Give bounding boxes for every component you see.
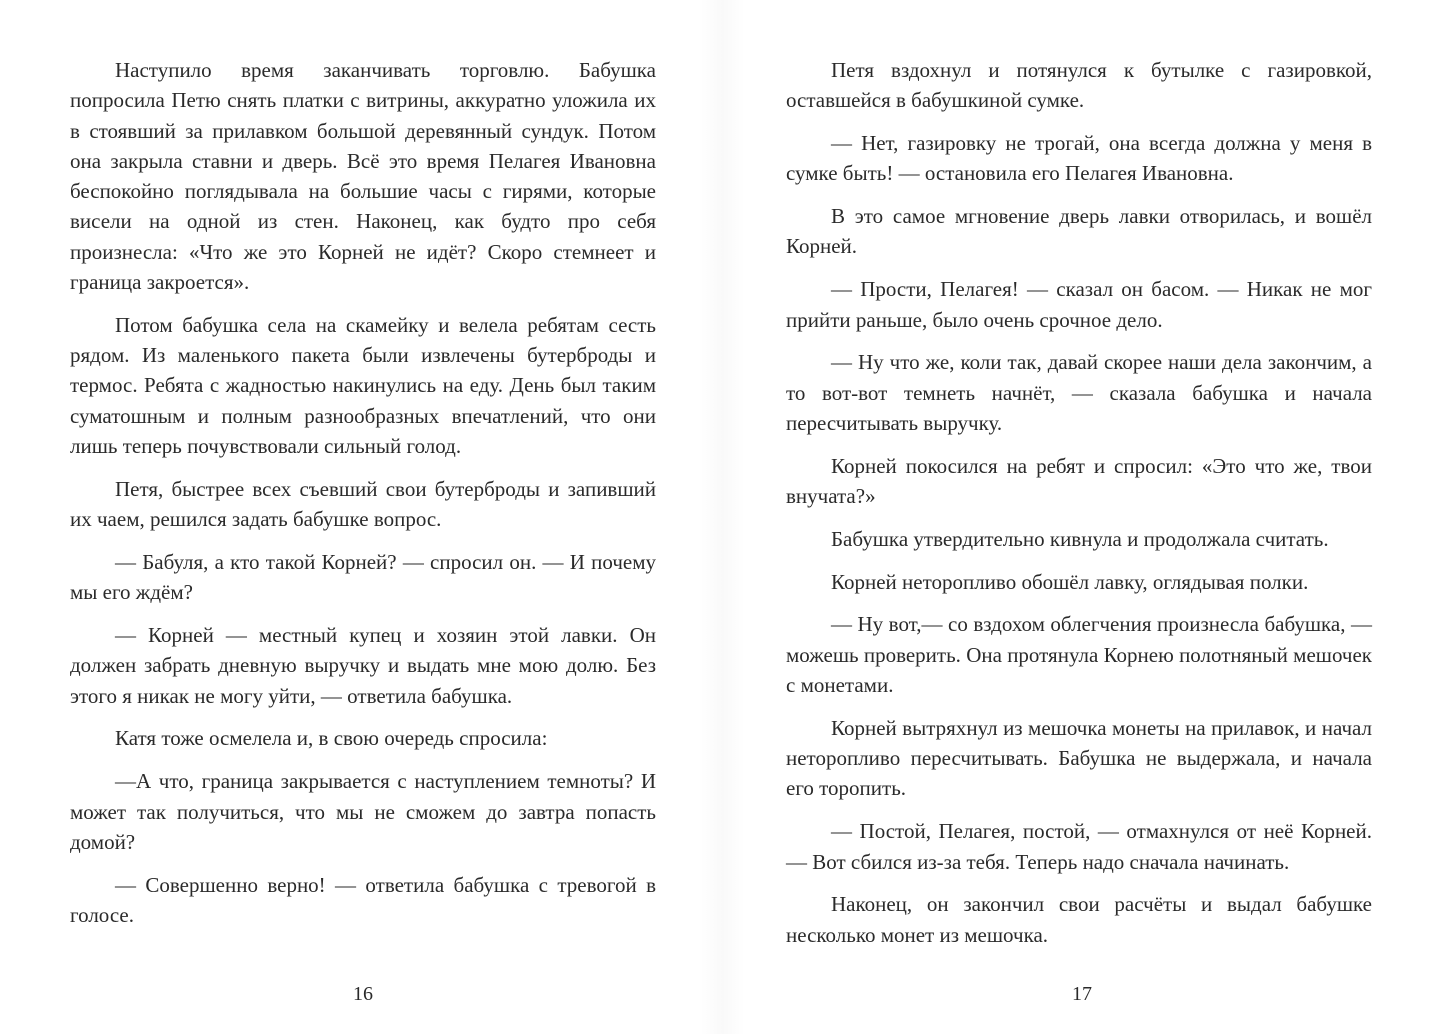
paragraph: —А что, граница закрывается с наступлением темноты? И может так получиться, что мы не сможем до завтра попасть домой? <box>70 769 656 854</box>
paragraph: — Нет, газировку не трогай, она всегда должна у меня в сумке быть! — остановила его Пелагея Ивановна. <box>786 131 1372 186</box>
paragraph: — Ну вот,— со вздохом облегчения произнесла бабушка, — можешь проверить. Она протянула Корнею полотняный мешочек с монетами. <box>786 612 1372 698</box>
paragraph: — Постой, Пелагея, постой, — отмахнулся от неё Корней. — Вот сбился из-за тебя. Теперь надо сначала начинать. <box>786 819 1372 874</box>
paragraph: Корней покосился на ребят и спросил: «Это что же, твои внучата?» <box>786 453 1372 509</box>
paragraph: — Прости, Пелагея! — сказал он басом. — Никак не мог прийти раньше, было очень срочное дело. <box>786 277 1372 332</box>
paragraph: Бабушка утвердительно кивнула и продолжала считать. <box>831 526 1329 551</box>
paragraph: Петя вздохнул и потянулся к бутылке с газировкой, оставшейся в бабушкиной сумке. <box>786 58 1372 113</box>
paragraph: Корней неторопливо обошёл лавку, оглядывая полки. <box>831 569 1309 594</box>
page-number-left: 16 <box>353 983 373 1005</box>
book-gutter <box>700 0 745 1034</box>
paragraph: В это самое мгновение дверь лавки отворилась, и вошёл Корней. <box>786 204 1372 259</box>
paragraph: — Совершенно верно! — ответила бабушка с тревогой в голосе. <box>70 872 656 927</box>
left-page-text <box>70 55 656 943</box>
right-page-text <box>786 55 1372 962</box>
paragraph: — Бабуля, а кто такой Корней? — спросил он. — И почему мы его ждём? <box>70 549 656 605</box>
paragraph: Катя тоже осмелела и, в свою очередь спросила: <box>115 726 548 751</box>
page-number-right: 17 <box>1072 983 1092 1005</box>
paragraph: Петя, быстрее всех съевший свои бутерброды и запивший их чаем, решился задать бабушке вопрос. <box>70 476 656 532</box>
paragraph: Потом бабушка села на скамейку и велела ребятам сесть рядом. Из маленького пакета были извлечены бутерброды и термос. Ребята с жадностью накинулись на еду. День был таким суматошным и полным разнообразных впечатлений, что они лишь теперь почувствовали сильный голод. <box>70 312 656 459</box>
paragraph: Наконец, он закончил свои расчёты и выдал бабушке несколько монет из мешочка. <box>786 892 1372 947</box>
paragraph: — Корней — местный купец и хозяин этой лавки. Он должен забрать дневную выручку и выдать мне мою долю. Без этого я никак не могу уйти, — ответила бабушка. <box>70 623 656 708</box>
paragraph: Корней вытряхнул из мешочка монеты на прилавок, и начал неторопливо пересчитывать. Бабушка не выдержала, и начала его торопить. <box>786 715 1372 801</box>
paragraph: Наступило время заканчивать торговлю. Бабушка попросила Петю снять платки с витрины, аккуратно уложила их в стоявший за прилавком большой деревянный сундук. Потом она закрыла ставни и дверь. Всё это время Пелагея Ивановна беспокойно поглядывала на большие часы с гирями, которые висели на одной из стен. Наконец, как будто про себя произнесла: «Что же это Корней не идёт? Скоро стемнеет и граница закроется». <box>70 58 656 295</box>
paragraph: — Ну что же, коли так, давай скорее наши дела закончим, а то вот-вот темнеть начнёт, — сказала бабушка и начала пересчитывать выручку. <box>786 350 1372 435</box>
